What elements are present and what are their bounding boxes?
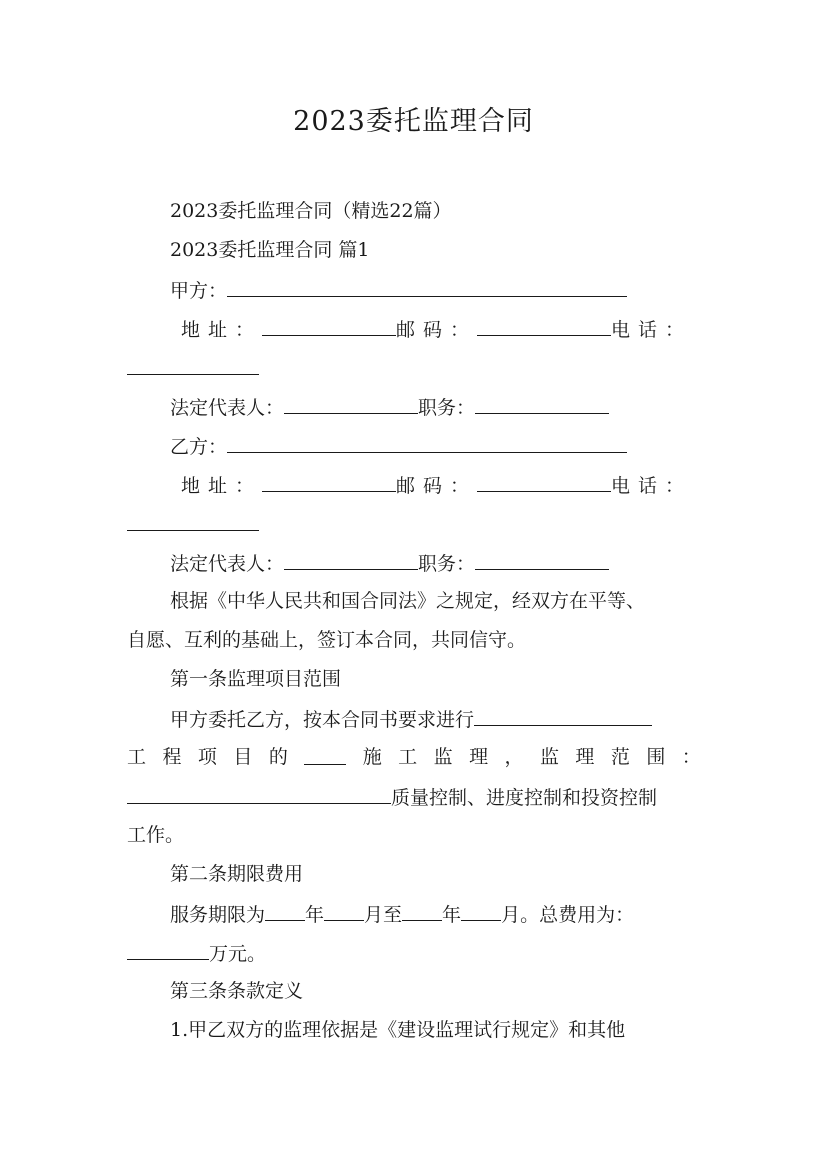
- party-a-address-line: [181, 315, 692, 343]
- start-month-blank: [324, 900, 364, 921]
- article-1-line-3: [127, 783, 657, 811]
- party-b-phone-blank: [127, 510, 259, 531]
- party-b-blank: [227, 432, 627, 453]
- party-b-rep-blank: [284, 549, 418, 570]
- party-a-address-label: 地址：: [181, 319, 263, 341]
- party-a-phone-line: [127, 354, 259, 382]
- end-month-blank: [461, 900, 501, 921]
- party-b-label: 乙方：: [170, 436, 228, 458]
- article-1-word: 施: [362, 746, 382, 768]
- month-to-label: 月至: [364, 904, 403, 926]
- article-2-title: 第二条期限费用: [170, 863, 304, 885]
- article-1-word: 的: [268, 746, 288, 768]
- intro-paragraph-line-2: 自愿、互利的基础上，签订本合同，共同信守。: [127, 629, 527, 651]
- start-year-blank: [265, 900, 305, 921]
- party-a-address-blank: [262, 315, 396, 336]
- article-1-word: 围: [646, 746, 666, 768]
- party-a-rep-blank: [284, 393, 418, 414]
- article-1-line-1-text: 甲方委托乙方，按本合同书要求进行: [170, 709, 475, 731]
- document-title: 2023委托监理合同: [293, 106, 534, 137]
- party-b-address-blank: [262, 471, 396, 492]
- party-a-line: [170, 276, 627, 304]
- article-1-word: ：: [681, 746, 701, 768]
- year-label: 年: [305, 904, 325, 926]
- party-b-rep-line: [170, 549, 609, 577]
- article-1-word: 监: [539, 746, 559, 768]
- article-1-word: 工: [398, 746, 418, 768]
- party-b-rep-label: 法定代表人：: [170, 553, 285, 575]
- article-1-word: ，: [504, 746, 524, 768]
- article-1-project-blank: [474, 705, 652, 726]
- party-a-phone-label: 电话：: [611, 319, 693, 341]
- article-1-word: 理: [575, 746, 595, 768]
- article-1-word: 监: [433, 746, 453, 768]
- article-1-scope-blank: [127, 783, 391, 804]
- party-b-position-blank: [475, 549, 609, 570]
- article-1-type-blank: [304, 744, 346, 765]
- wan-yuan-label: 万元。: [209, 943, 267, 965]
- party-a-blank: [227, 276, 627, 297]
- party-a-rep-label: 法定代表人：: [170, 397, 285, 419]
- article-3-title: 第三条条款定义: [170, 980, 304, 1002]
- party-a-label: 甲方：: [170, 280, 228, 302]
- total-fee-label: 月。总费用为：: [501, 904, 635, 926]
- total-fee-blank: [127, 939, 209, 960]
- party-b-position-label: 职务：: [418, 553, 476, 575]
- article-1-line-1: [170, 705, 652, 733]
- article-3-line-1: 1.甲乙双方的监理依据是《建设监理试行规定》和其他: [170, 1019, 626, 1041]
- service-period-label: 服务期限为: [170, 904, 266, 926]
- end-year-blank: [402, 900, 442, 921]
- article-1-word: 工: [127, 746, 147, 768]
- year-label-2: 年: [442, 904, 462, 926]
- party-b-line: [170, 432, 627, 460]
- intro-paragraph-line-1: 根据《中华人民共和国合同法》之规定，经双方在平等、: [170, 590, 646, 612]
- article-1-line-2: [127, 744, 701, 770]
- article-1-line-4: 工作。: [127, 824, 185, 846]
- article-1-word: 目: [233, 746, 253, 768]
- party-b-phone-label: 电话：: [611, 475, 693, 497]
- article-1-line-3-text: 质量控制、进度控制和投资控制: [391, 787, 658, 809]
- article-1-word: 项: [197, 746, 217, 768]
- party-b-postcode-label: 邮码：: [396, 475, 478, 497]
- article-1-word: 程: [162, 746, 182, 768]
- party-a-position-label: 职务：: [418, 397, 476, 419]
- article-2-line-2: [127, 939, 266, 967]
- article-1-word: 理: [469, 746, 489, 768]
- party-a-position-blank: [475, 393, 609, 414]
- party-a-postcode-label: 邮码：: [396, 319, 478, 341]
- party-b-postcode-blank: [477, 471, 611, 492]
- party-b-address-label: 地址：: [181, 475, 263, 497]
- document-subtitle: 2023委托监理合同（精选22篇）: [170, 200, 452, 222]
- party-b-address-line: [181, 471, 692, 499]
- party-a-phone-blank: [127, 354, 259, 375]
- party-a-rep-line: [170, 393, 609, 421]
- section-title: 2023委托监理合同 篇1: [170, 239, 370, 261]
- article-1-title: 第一条监理项目范围: [170, 668, 342, 690]
- article-1-word: 范: [610, 746, 630, 768]
- article-2-line-1: [170, 900, 634, 928]
- party-b-phone-line: [127, 510, 259, 538]
- party-a-postcode-blank: [477, 315, 611, 336]
